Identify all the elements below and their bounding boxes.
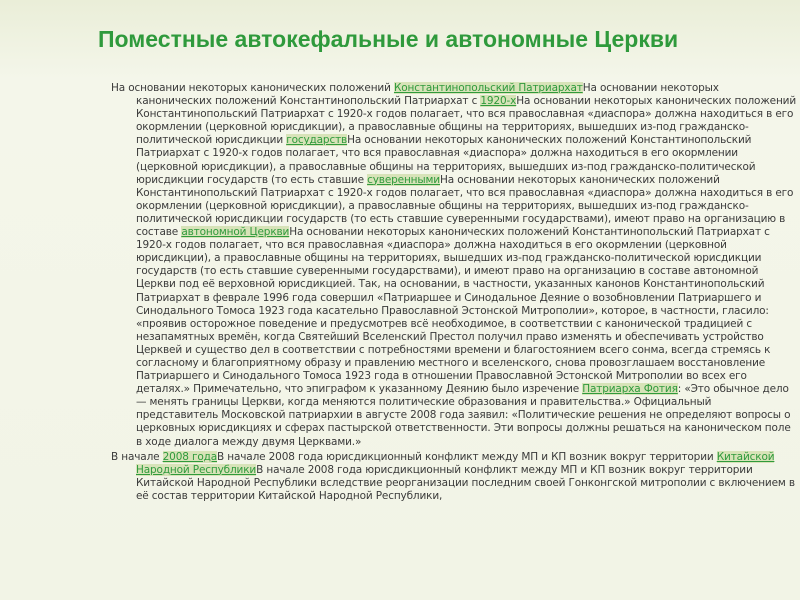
link-sovereign[interactable]: суверенными [367,173,440,186]
paragraph-1 [111,82,796,449]
paragraph-2-text-3: В начале 2008 года юрисдикционный конфликт между МП и КП возник вокруг территории Китайской Народной Республики вследствие реорганизации последним своей Гонконгской митрополии с включением в её состав территории Китайской Народной Республики, [136,463,795,502]
paragraph-1-text-3: На основании некоторых канонических положений Константинопольский Патриархат с 1920-х годов полагает, что вся православная «диаспора» должна находиться в его окормлении (церковной юрисдикции), а православные общины на территориях, вышедших из-под гражданско-политической юрисдикции [136,95,797,147]
paragraph-1-text-5: На основании некоторых канонических положений Константинопольский Патриархат с 1920-х годов полагает, что вся православная «диаспора» должна находиться в его окормлении (церковной юрисдикции), а православные общины на территориях, вышедших из-под гражданско-политической юрисдикции государств (то есть ставшие суверенными государствами), имеют право на организацию в составе [136,173,794,239]
paragraph-1-text-7: : «Это обычное дело — менять границы Церкви, когда меняются политические образования и правительства.» Официальный представитель Московской патриархии в августе 2008 года заявил: «Политические решения не определяют вопросы о церковных юрисдикциях и сферах пастырской ответственности. Эти вопросы должны решаться на каноническом поле в ходе диалога между двумя Церквами.» [136,383,791,448]
slide-body [111,82,796,505]
link-patriarch-photius[interactable]: Патриарха Фотия [582,383,678,396]
slide-title: Поместные автокефальные и автономные Церкви [98,26,679,52]
paragraph-2-text-2: В начале 2008 года юрисдикционный конфликт между МП и КП возник вокруг территории [217,450,717,463]
link-autonomous-church[interactable]: автономной Церкви [181,226,290,239]
paragraph-1-text-4: На основании некоторых канонических положений Константинопольский Патриархат с 1920-х годов полагает, что вся православная «диаспора» должна находиться в его окормлении (церковной юрисдикции), а православные общины на территориях, вышедших из-под гражданско-политической юрисдикции государств (то есть ставшие [136,134,756,186]
paragraph-1-text-1: На основании некоторых канонических положений [111,82,394,94]
paragraph-1-text-2: На основании некоторых канонических положений Константинопольский Патриархат с [136,82,719,108]
link-1920s[interactable]: 1920-х [480,95,517,108]
paragraph-1-text-6: На основании некоторых канонических положений Константинопольский Патриархат с 1920-х годов полагает, что вся православная «диаспора» должна находиться в его окормлении (церковной юрисдикции), а православные общины на территориях, вышедших из-под гражданско-политической юрисдикции государств (то есть ставшие суверенными государствами), и имеют право на организацию в составе автономной Церкви под её верховной юрисдикцией. Так, на основании, в частности, указанных канонов Константинопольский Патриархат в феврале 1996 года совершил «Патриаршее и Синодальное Деяние о возобновлении Патриаршего и Синодального Томоса 1923 года касательно Православной Эстонской Митрополии», которое, в частности, гласило: «проявив осторожное поведение и предусмотрев всё необходимое, в соответствии с канонической традицией с незапамятных времён, когда Святейший Вселенский Престол получил право изменять и обеспечивать устройство Церквей и существо дел в соответствии с потребностями времени и благостоянием всего сонма, всегда стремясь к согласному и благоприятному образу и правлению местного и вселенского, снова провозглашаем восстановление Патриаршего и Синодального Томоса 1923 года в отношении Православной Эстонской Митрополии во всех его деталях.» Примечательно, что эпиграфом к указанному Деянию было изречение [136,226,771,396]
paragraph-2-text-1: В начале [111,450,163,463]
link-constantinople-patriarchate[interactable]: Константинопольский Патриархат [393,82,583,94]
link-2008-year[interactable]: 2008 года [162,450,217,463]
paragraph-2 [111,451,796,503]
link-states[interactable]: государств [286,134,348,147]
link-prc[interactable]: Китайской Народной Республики [136,450,775,476]
